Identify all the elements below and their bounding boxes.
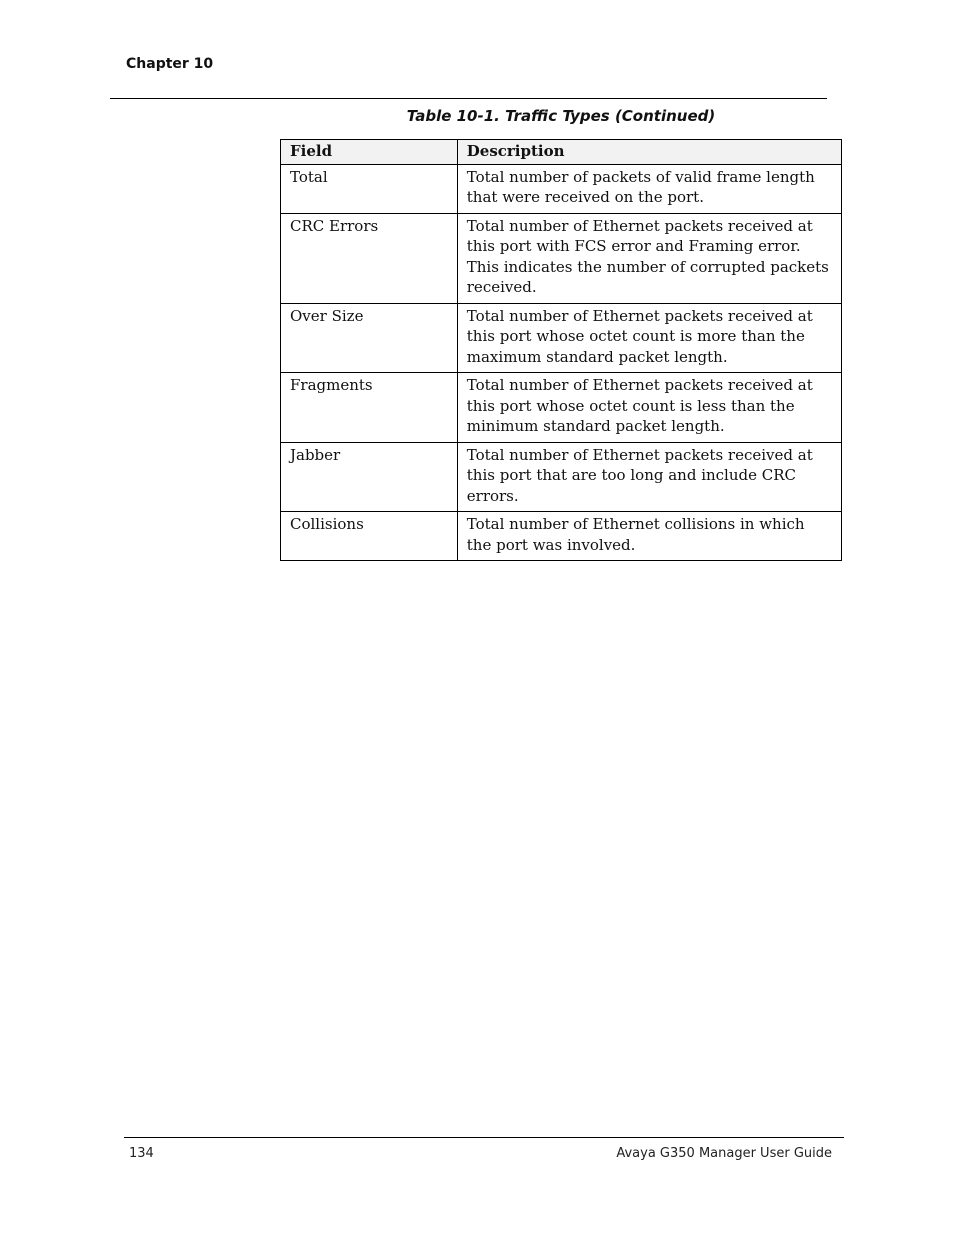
header-divider bbox=[110, 98, 827, 99]
table-row bbox=[281, 512, 842, 561]
table-caption: Table 10-1. Traffic Types (Continued) bbox=[406, 107, 716, 125]
field-cell: Over Size bbox=[281, 303, 458, 373]
table-row bbox=[281, 303, 842, 373]
field-cell: Total bbox=[281, 164, 458, 213]
column-header-field: Field bbox=[281, 140, 458, 165]
description-cell: Total number of Ethernet packets received at this port whose octet count is more than the maximum standard packet length. bbox=[457, 303, 841, 373]
description-cell: Total number of packets of valid frame length that were received on the port. bbox=[457, 164, 841, 213]
page-number: 134 bbox=[129, 1146, 154, 1161]
traffic-types-table bbox=[280, 139, 842, 561]
table-row bbox=[281, 442, 842, 512]
field-cell: CRC Errors bbox=[281, 213, 458, 303]
table-header-row bbox=[281, 140, 842, 165]
description-cell: Total number of Ethernet packets received at this port with FCS error and Framing error. This indicates the number of corrupted packets received. bbox=[457, 213, 841, 303]
chapter-header: Chapter 10 bbox=[126, 56, 214, 72]
footer-divider bbox=[124, 1137, 844, 1138]
description-cell: Total number of Ethernet packets received at this port that are too long and include CRC errors. bbox=[457, 442, 841, 512]
description-cell: Total number of Ethernet packets received at this port whose octet count is less than the minimum standard packet length. bbox=[457, 373, 841, 443]
column-header-description: Description bbox=[457, 140, 841, 165]
field-cell: Jabber bbox=[281, 442, 458, 512]
field-cell: Fragments bbox=[281, 373, 458, 443]
description-cell: Total number of Ethernet collisions in which the port was involved. bbox=[457, 512, 841, 561]
field-cell: Collisions bbox=[281, 512, 458, 561]
table-row bbox=[281, 164, 842, 213]
table-row bbox=[281, 213, 842, 303]
table-row bbox=[281, 373, 842, 443]
guide-title: Avaya G350 Manager User Guide bbox=[616, 1146, 832, 1161]
